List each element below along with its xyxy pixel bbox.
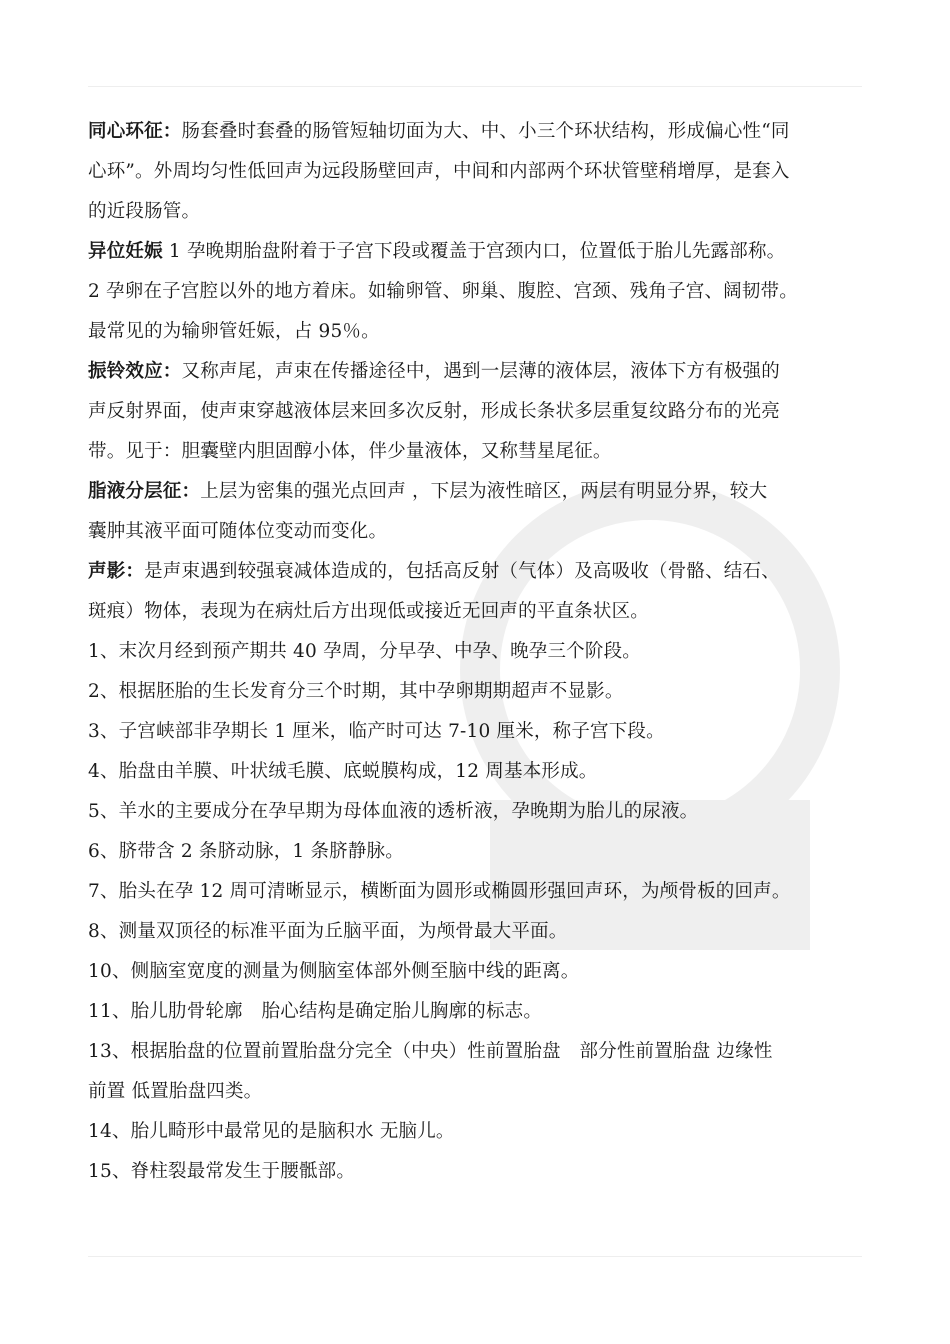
term-acoustic-shadow: 声影： [88,561,145,582]
entry-line: 声影：是声束遇到较强衰减体造成的，包括高反射（气体）及高吸收（骨骼、结石、 [88,561,780,582]
entry-line: 脂液分层征：上层为密集的强光点回声 ，下层为液性暗区，两层有明显分界，较大 [88,481,768,502]
point-line: 2、根据胚胎的生长发育分三个时期，其中孕卵期期超声不显影。 [88,681,624,702]
point-line: 3、子宫峡部非孕期长 1 厘米，临产时可达 7-10 厘米，称子宫下段。 [88,721,665,742]
entry-line: 的近段肠管。 [88,201,201,222]
point-line: 11、胎儿肋骨轮廓 胎心结构是确定胎儿胸廓的标志。 [88,1001,543,1022]
entry-line: 带。见于：胆囊壁内胆固醇小体，伴少量液体，又称彗星尾征。 [88,441,612,462]
point-line: 10、侧脑室宽度的测量为侧脑室体部外侧至脑中线的距离。 [88,961,580,982]
term-ring-down-effect: 振铃效应： [88,361,182,382]
document-body [88,112,868,1192]
point-line: 13、根据胎盘的位置前置胎盘分完全（中央）性前置胎盘 部分性前置胎盘 边缘性 [88,1041,773,1062]
entry-line: 同心环征：肠套叠时套叠的肠管短轴切面为大、中、小三个环状结构，形成偏心性“同 [88,121,790,142]
entry-line: 囊肿其液平面可随体位变动而变化。 [88,521,388,542]
entry-line: 最常见的为输卵管妊娠，占 95％。 [88,321,380,342]
term-fat-fluid-level-sign: 脂液分层征： [88,481,201,502]
entry-line: 振铃效应：又称声尾，声束在传播途径中，遇到一层薄的液体层，液体下方有极强的 [88,361,780,382]
point-line: 4、胎盘由羊膜、叶状绒毛膜、底蜕膜构成，12 周基本形成。 [88,761,598,782]
point-line: 前置 低置胎盘四类。 [88,1081,263,1102]
entry-line: 声反射界面，使声束穿越液体层来回多次反射，形成长条状多层重复纹路分布的光亮 [88,401,780,422]
header-rule [88,86,862,87]
point-line: 7、胎头在孕 12 周可清晰显示，横断面为圆形或椭圆形强回声环，为颅骨板的回声。 [88,881,791,902]
point-line: 1、末次月经到预产期共 40 孕周，分早孕、中孕、晚孕三个阶段。 [88,641,641,662]
entry-line: 心环”。外周均匀性低回声为远段肠壁回声，中间和内部两个环状管壁稍增厚，是套入 [88,161,790,182]
entry-line: 异位妊娠 1 孕晚期胎盘附着于子宫下段或覆盖于宫颈内口，位置低于胎儿先露部称。 [88,241,786,262]
entry-line: 斑痕）物体，表现为在病灶后方出现低或接近无回声的平直条状区。 [88,601,650,622]
entry-line: 2 孕卵在子宫腔以外的地方着床。如输卵管、卵巢、腹腔、宫颈、残角子宫、阔韧带。 [88,281,798,302]
term-concentric-ring-sign: 同心环征： [88,121,182,142]
term-ectopic-pregnancy: 异位妊娠 [88,241,163,262]
point-line: 5、羊水的主要成分在孕早期为母体血液的透析液，孕晚期为胎儿的尿液。 [88,801,699,822]
point-line: 15、脊柱裂最常发生于腰骶部。 [88,1161,356,1182]
point-line: 6、脐带含 2 条脐动脉，1 条脐静脉。 [88,841,404,862]
footer-rule [88,1256,862,1257]
point-line: 14、胎儿畸形中最常见的是脑积水 无脑儿。 [88,1121,455,1142]
point-line: 8、测量双顶径的标准平面为丘脑平面，为颅骨最大平面。 [88,921,568,942]
